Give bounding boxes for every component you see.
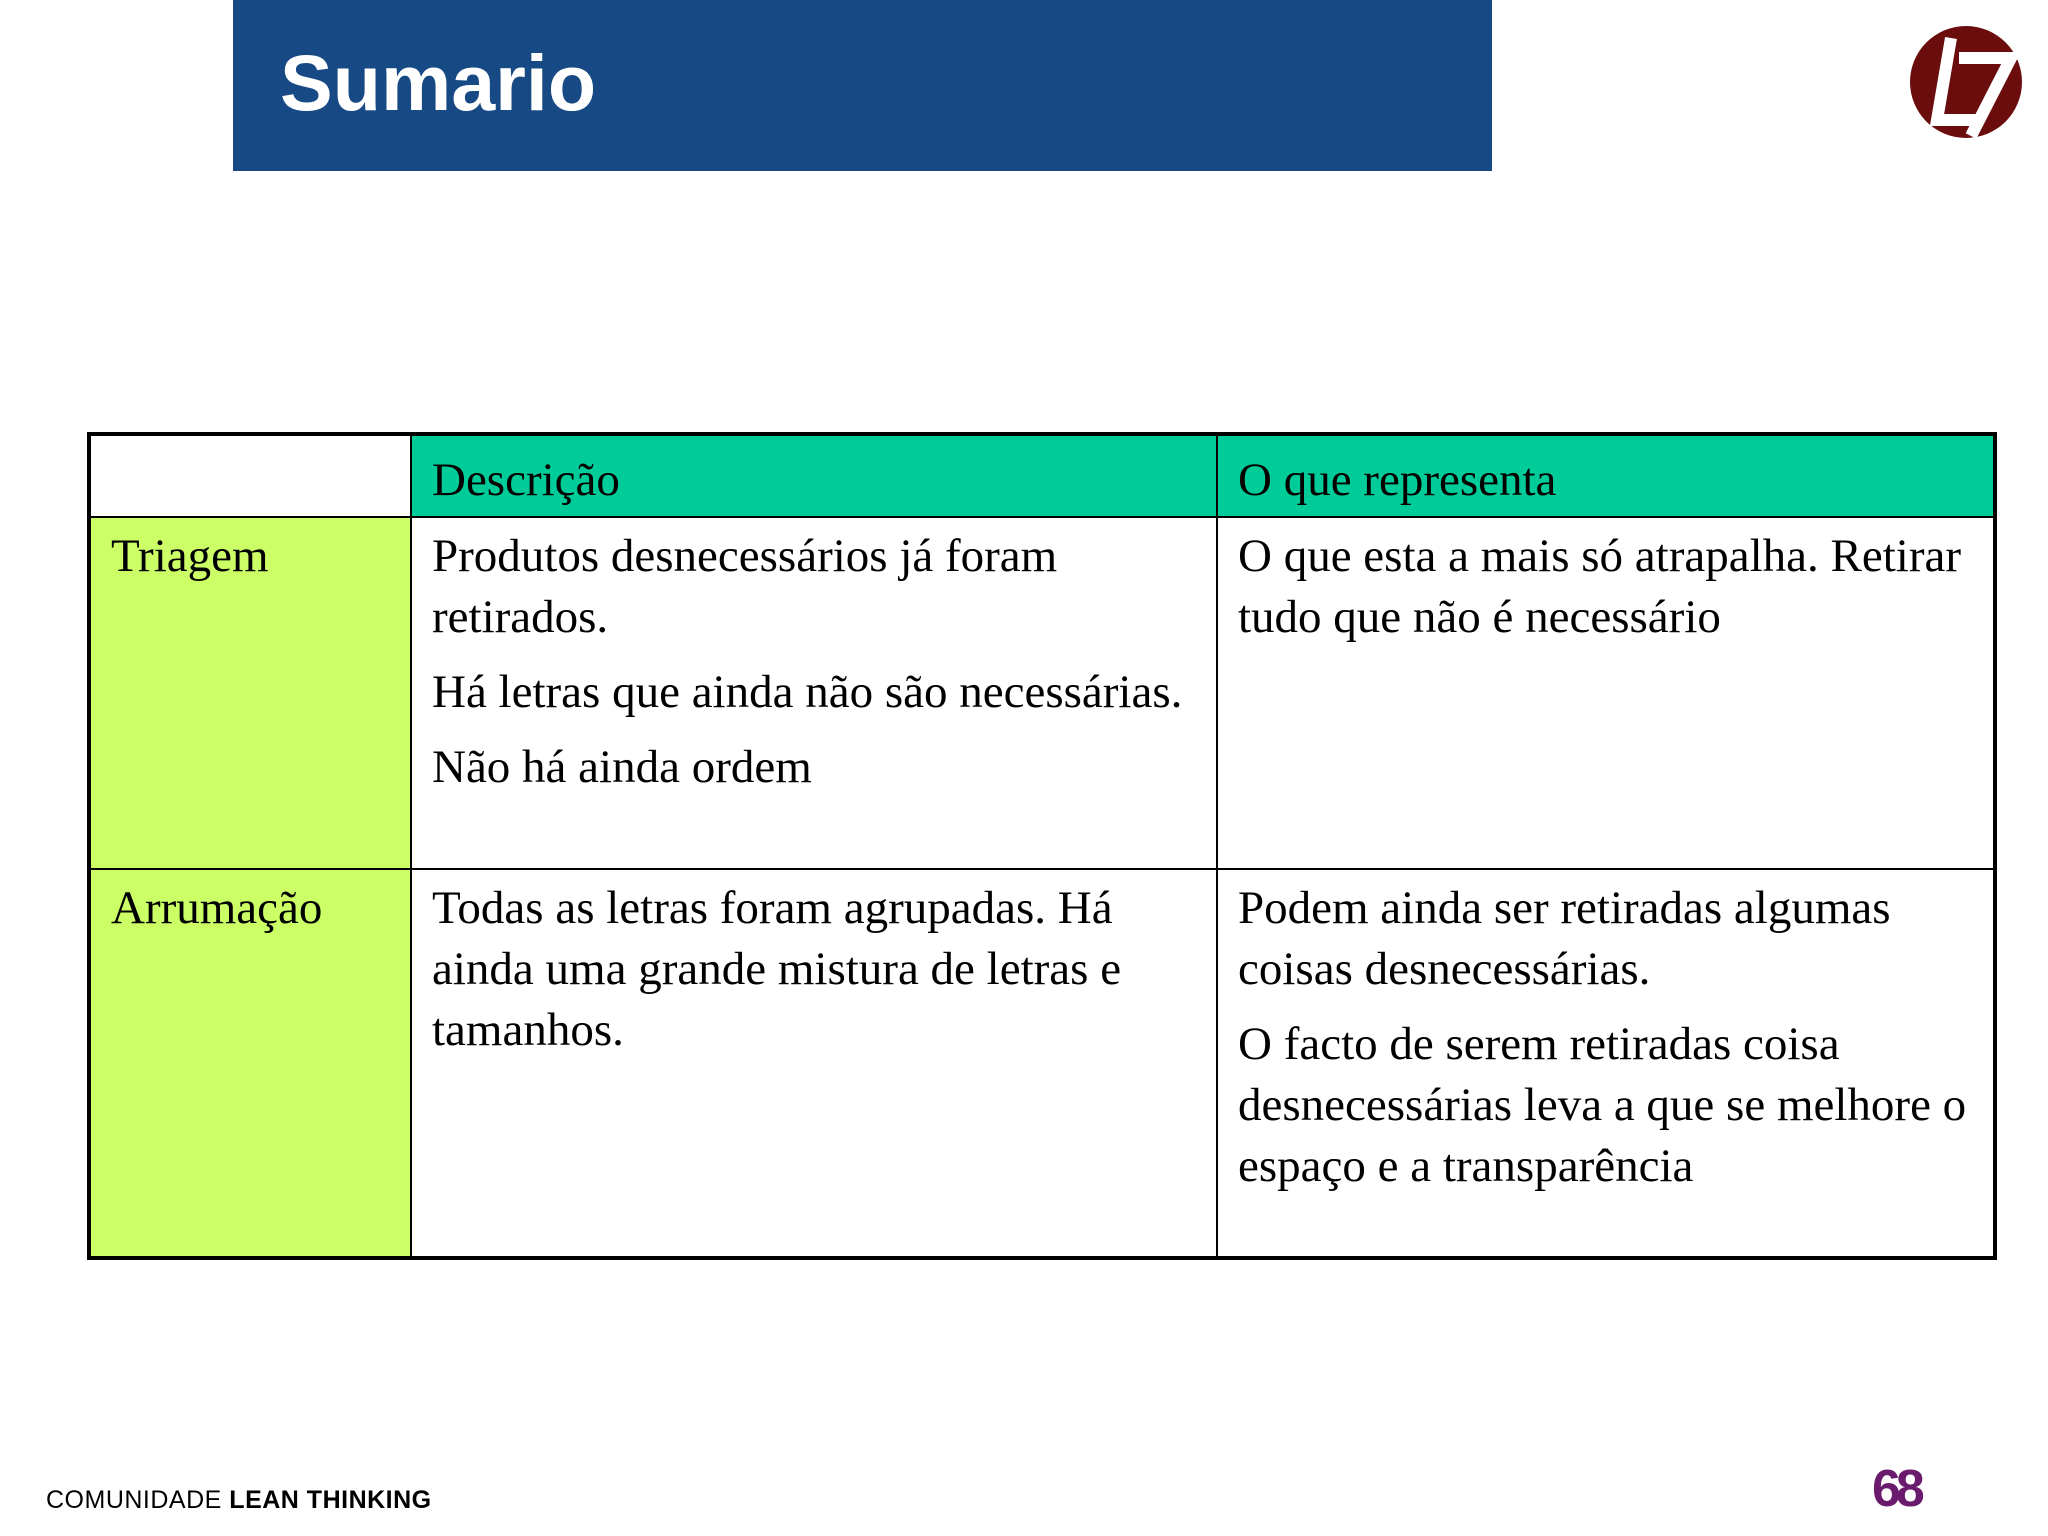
description-paragraph: Não há ainda ordem (432, 741, 812, 793)
table-row (89, 869, 1995, 1258)
description-paragraph: Há letras que ainda não são necessárias. (432, 666, 1183, 718)
description-paragraph: Produtos desnecessários já foram retirados. (432, 530, 1058, 643)
slide-title: Sumario (280, 38, 597, 127)
footer-brand (46, 1486, 432, 1515)
row-label-triagem: Triagem (89, 517, 411, 869)
footer-brand-prefix: COMUNIDADE (46, 1486, 230, 1514)
footer-brand-emphasis: LEAN THINKING (229, 1486, 432, 1514)
header-meaning: O que representa (1217, 434, 1995, 517)
meaning-cell (1217, 869, 1995, 1258)
meaning-cell (1217, 517, 1995, 869)
header-corner-cell (89, 434, 411, 517)
meaning-paragraph: O facto de serem retiradas coisa desnecessárias leva a que se melhore o espaço e a transparência (1238, 1018, 1967, 1192)
row-label-arrumacao: Arrumação (89, 869, 411, 1258)
title-bar (233, 0, 1492, 171)
summary-table (87, 432, 1997, 1260)
description-paragraph: Todas as letras foram agrupadas. Há ainda uma grande mistura de letras e tamanhos. (432, 882, 1122, 1056)
page-number: 68 (1872, 1460, 1920, 1518)
description-cell (411, 517, 1217, 869)
description-cell (411, 869, 1217, 1258)
table-row (89, 517, 1995, 869)
table-header-row (89, 434, 1995, 517)
lean-institute-logo-icon (1907, 24, 2025, 140)
meaning-paragraph: Podem ainda ser retiradas algumas coisas desnecessárias. (1238, 882, 1891, 995)
header-description: Descrição (411, 434, 1217, 517)
meaning-paragraph: O que esta a mais só atrapalha. Retirar tudo que não é necessário (1238, 530, 1961, 643)
